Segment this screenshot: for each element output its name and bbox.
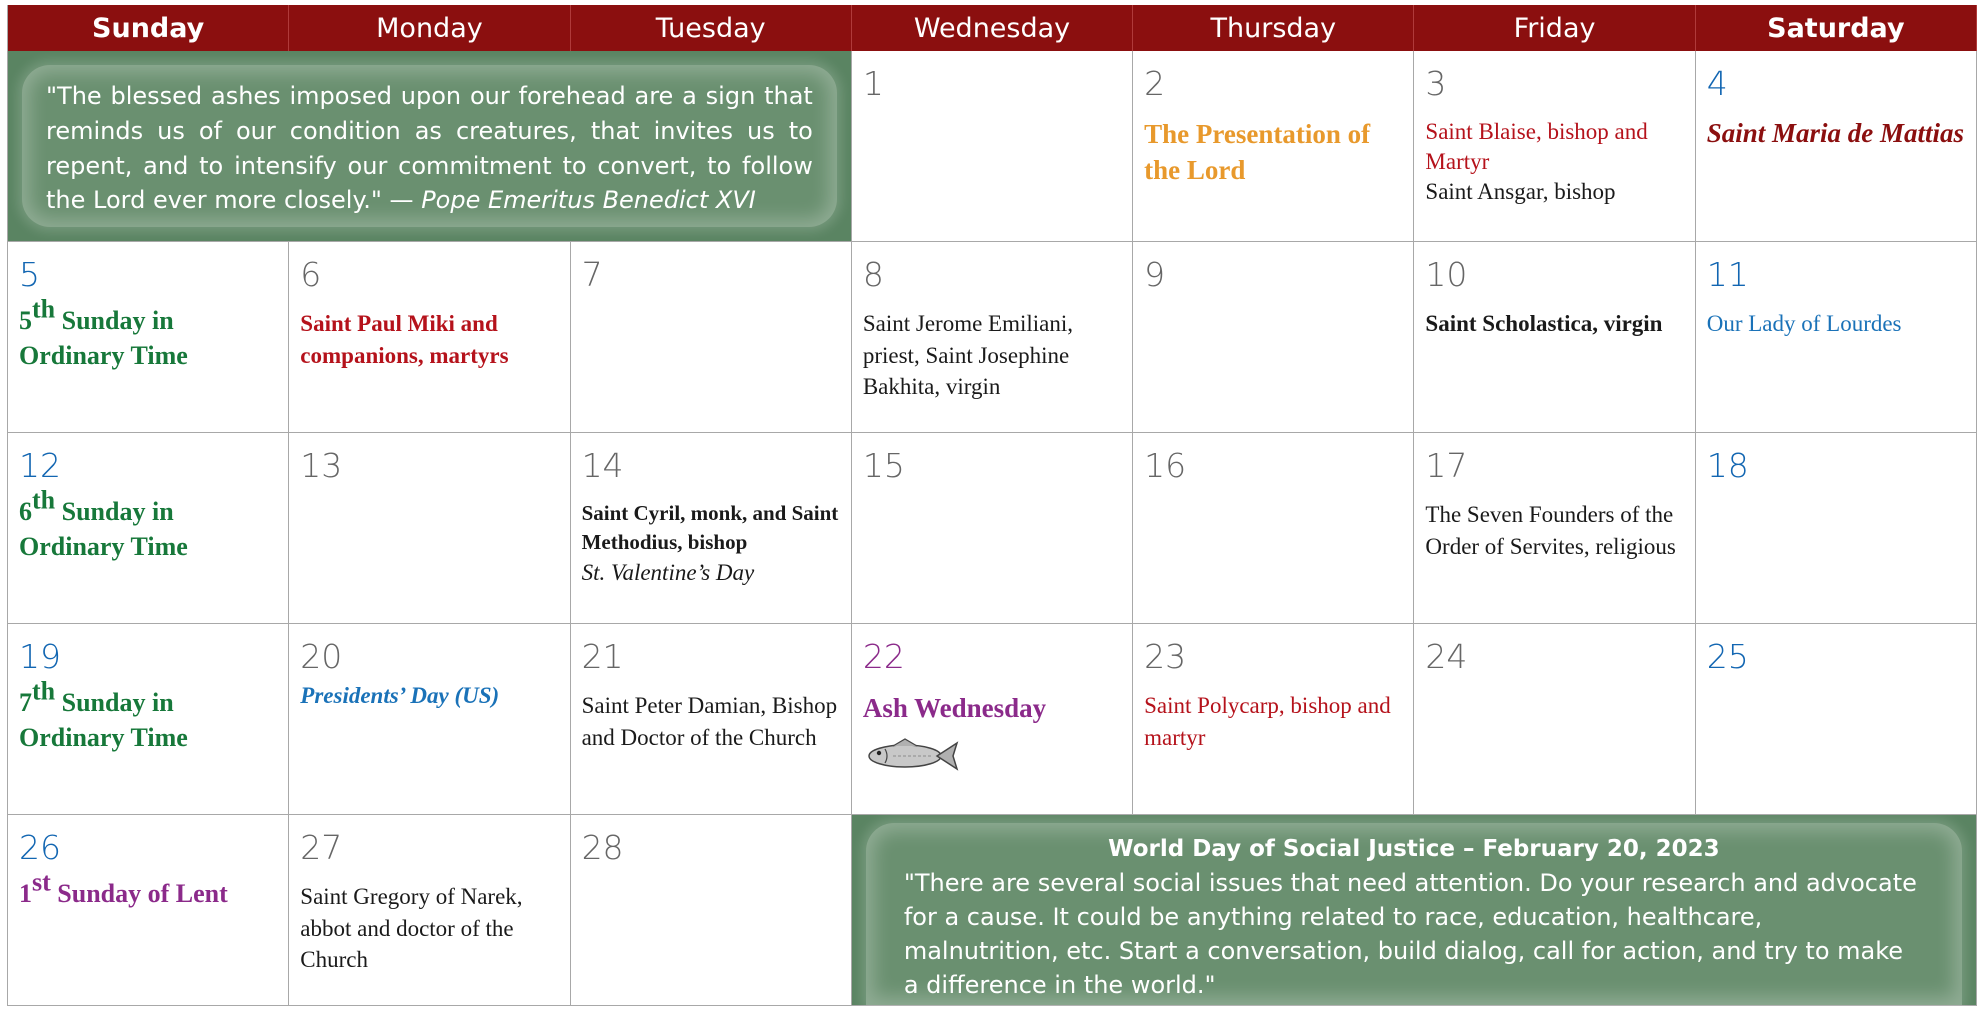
day-number: 12 xyxy=(19,446,61,485)
day-number: 13 xyxy=(300,446,343,485)
event-sunday-ordinary xyxy=(19,294,278,373)
event-label: Sunday of Lent xyxy=(57,878,228,908)
day-number: 19 xyxy=(19,637,61,676)
day-number: 11 xyxy=(1706,255,1749,294)
ordinal-number: 1 xyxy=(19,878,32,908)
day-number: 16 xyxy=(1144,446,1187,485)
day-number: 26 xyxy=(19,828,61,867)
header-thursday: Thursday xyxy=(1133,5,1414,51)
calendar-grid xyxy=(7,5,1977,1033)
day-cell-7[interactable] xyxy=(571,242,852,433)
day-number: 24 xyxy=(1425,637,1468,676)
day-cell-24[interactable] xyxy=(1414,624,1695,815)
day-cell-12[interactable] xyxy=(8,433,289,624)
day-number: 21 xyxy=(581,637,624,676)
day-cell-22[interactable] xyxy=(852,624,1133,815)
day-cell-6[interactable] xyxy=(289,242,570,433)
fish-icon xyxy=(863,737,1122,780)
day-number: 15 xyxy=(862,446,905,485)
day-number: 14 xyxy=(581,446,624,485)
day-cell-15[interactable] xyxy=(852,433,1133,624)
header-tuesday: Tuesday xyxy=(571,5,852,51)
day-cell-17[interactable] xyxy=(1414,433,1695,624)
header-wednesday: Wednesday xyxy=(852,5,1133,51)
quote-social-justice-author: — National Today xyxy=(903,1004,1114,1033)
ordinal-number: 7 xyxy=(19,687,32,717)
quote-social-justice-text: "There are several social issues that need attention. Do your research and advocate for a cause. It could be anything related to race, education, healthcare, malnutrition, etc. Start a conversation, build dialog, call for action, and try to make a difference in the world." xyxy=(903,868,1917,999)
header-saturday: Saturday xyxy=(1696,5,1977,51)
day-cell-16[interactable] xyxy=(1133,433,1414,624)
event-seven-founders: The Seven Founders of the Order of Servites, religious xyxy=(1425,501,1676,559)
day-cell-19[interactable] xyxy=(8,624,289,815)
day-number: 7 xyxy=(581,255,603,294)
event-ash-wednesday: Ash Wednesday xyxy=(862,692,1047,723)
header-sunday: Sunday xyxy=(8,5,289,51)
day-cell-2[interactable] xyxy=(1133,51,1414,242)
event-gregory-narek: Saint Gregory of Narek, abbot and doctor of the Church xyxy=(300,883,523,973)
day-cell-11[interactable] xyxy=(1696,242,1977,433)
event-polycarp: Saint Polycarp, bishop and martyr xyxy=(1144,692,1391,750)
event-lady-of-lourdes: Our Lady of Lourdes xyxy=(1706,310,1902,336)
day-cell-21[interactable] xyxy=(571,624,852,815)
day-cell-4[interactable] xyxy=(1696,51,1977,242)
day-cell-18[interactable] xyxy=(1696,433,1977,624)
day-number: 9 xyxy=(1144,255,1166,294)
event-paul-miki: Saint Paul Miki and companions, martyrs xyxy=(300,310,509,368)
quote-benedict xyxy=(22,65,837,227)
event-scholastica: Saint Scholastica, virgin xyxy=(1425,310,1663,336)
quote-box-benedict xyxy=(8,51,852,242)
day-cell-14[interactable] xyxy=(571,433,852,624)
event-valentines: St. Valentine’s Day xyxy=(581,559,755,585)
event-jerome-emiliani: Saint Jerome Emiliani, priest, Saint Josephine Bakhita, virgin xyxy=(862,310,1073,400)
day-cell-10[interactable] xyxy=(1414,242,1695,433)
event-sunday-ordinary xyxy=(19,676,278,755)
event-saint-ansgar: Saint Ansgar, bishop xyxy=(1425,178,1616,204)
quote-social-justice xyxy=(866,823,1962,1033)
day-cell-25[interactable] xyxy=(1696,624,1977,815)
day-cell-9[interactable] xyxy=(1133,242,1414,433)
day-number: 17 xyxy=(1425,446,1468,485)
quote-box-social-justice xyxy=(852,815,1977,1033)
event-label: Sunday in Ordinary Time xyxy=(19,687,188,752)
day-number: 18 xyxy=(1706,446,1749,485)
day-number: 10 xyxy=(1425,255,1468,294)
day-cell-27[interactable] xyxy=(289,815,570,1006)
day-number: 3 xyxy=(1425,64,1447,103)
ordinal-number: 6 xyxy=(19,496,32,526)
day-cell-8[interactable] xyxy=(852,242,1133,433)
event-label: Sunday in Ordinary Time xyxy=(19,305,188,370)
ordinal-number: 5 xyxy=(19,305,32,335)
ordinal-suffix: th xyxy=(32,294,56,324)
header-monday: Monday xyxy=(289,5,570,51)
event-maria-de-mattias: Saint Maria de Mattias xyxy=(1706,117,1965,148)
day-number: 2 xyxy=(1144,64,1166,103)
event-sunday-lent xyxy=(19,867,278,912)
event-presidents-day: Presidents’ Day (US) xyxy=(300,682,500,708)
day-number: 27 xyxy=(300,828,343,867)
quote-benedict-author: Pope Emeritus Benedict XVI xyxy=(421,186,756,215)
event-peter-damian: Saint Peter Damian, Bishop and Doctor of the Church xyxy=(581,692,838,750)
day-number: 22 xyxy=(862,637,905,676)
day-number: 4 xyxy=(1706,64,1728,103)
day-number: 8 xyxy=(862,255,884,294)
header-friday: Friday xyxy=(1414,5,1695,51)
event-cyril-methodius: Saint Cyril, monk, and Saint Methodius, bishop xyxy=(581,500,839,554)
day-cell-1[interactable] xyxy=(852,51,1133,242)
ordinal-suffix: st xyxy=(32,867,51,897)
ordinal-suffix: th xyxy=(32,676,56,706)
quote-benedict-text: "The blessed ashes imposed upon our forehead are a sign that reminds us of our condition as creatures, that invites us to repent, and to intensify our commitment to convert, to follow the Lord ever more closely." — xyxy=(46,82,813,215)
day-number: 25 xyxy=(1706,637,1749,676)
event-label: Sunday in Ordinary Time xyxy=(19,496,188,561)
day-cell-26[interactable] xyxy=(8,815,289,1006)
day-cell-13[interactable] xyxy=(289,433,570,624)
ordinal-suffix: th xyxy=(32,485,56,515)
day-cell-3[interactable] xyxy=(1414,51,1695,242)
day-number: 5 xyxy=(19,255,40,294)
event-saint-blaise: Saint Blaise, bishop and Martyr xyxy=(1425,118,1648,174)
day-cell-28[interactable] xyxy=(571,815,852,1006)
day-cell-20[interactable] xyxy=(289,624,570,815)
event-presentation: The Presentation of the Lord xyxy=(1144,118,1371,185)
quote-social-justice-title: World Day of Social Justice – February 20, 2023 xyxy=(1108,836,1720,862)
day-cell-5[interactable] xyxy=(8,242,289,433)
day-number: 23 xyxy=(1144,637,1187,676)
day-number: 20 xyxy=(300,637,343,676)
day-number: 1 xyxy=(862,64,884,103)
event-sunday-ordinary xyxy=(19,485,278,564)
day-number: 28 xyxy=(581,828,624,867)
day-number: 6 xyxy=(300,255,322,294)
day-cell-23[interactable] xyxy=(1133,624,1414,815)
